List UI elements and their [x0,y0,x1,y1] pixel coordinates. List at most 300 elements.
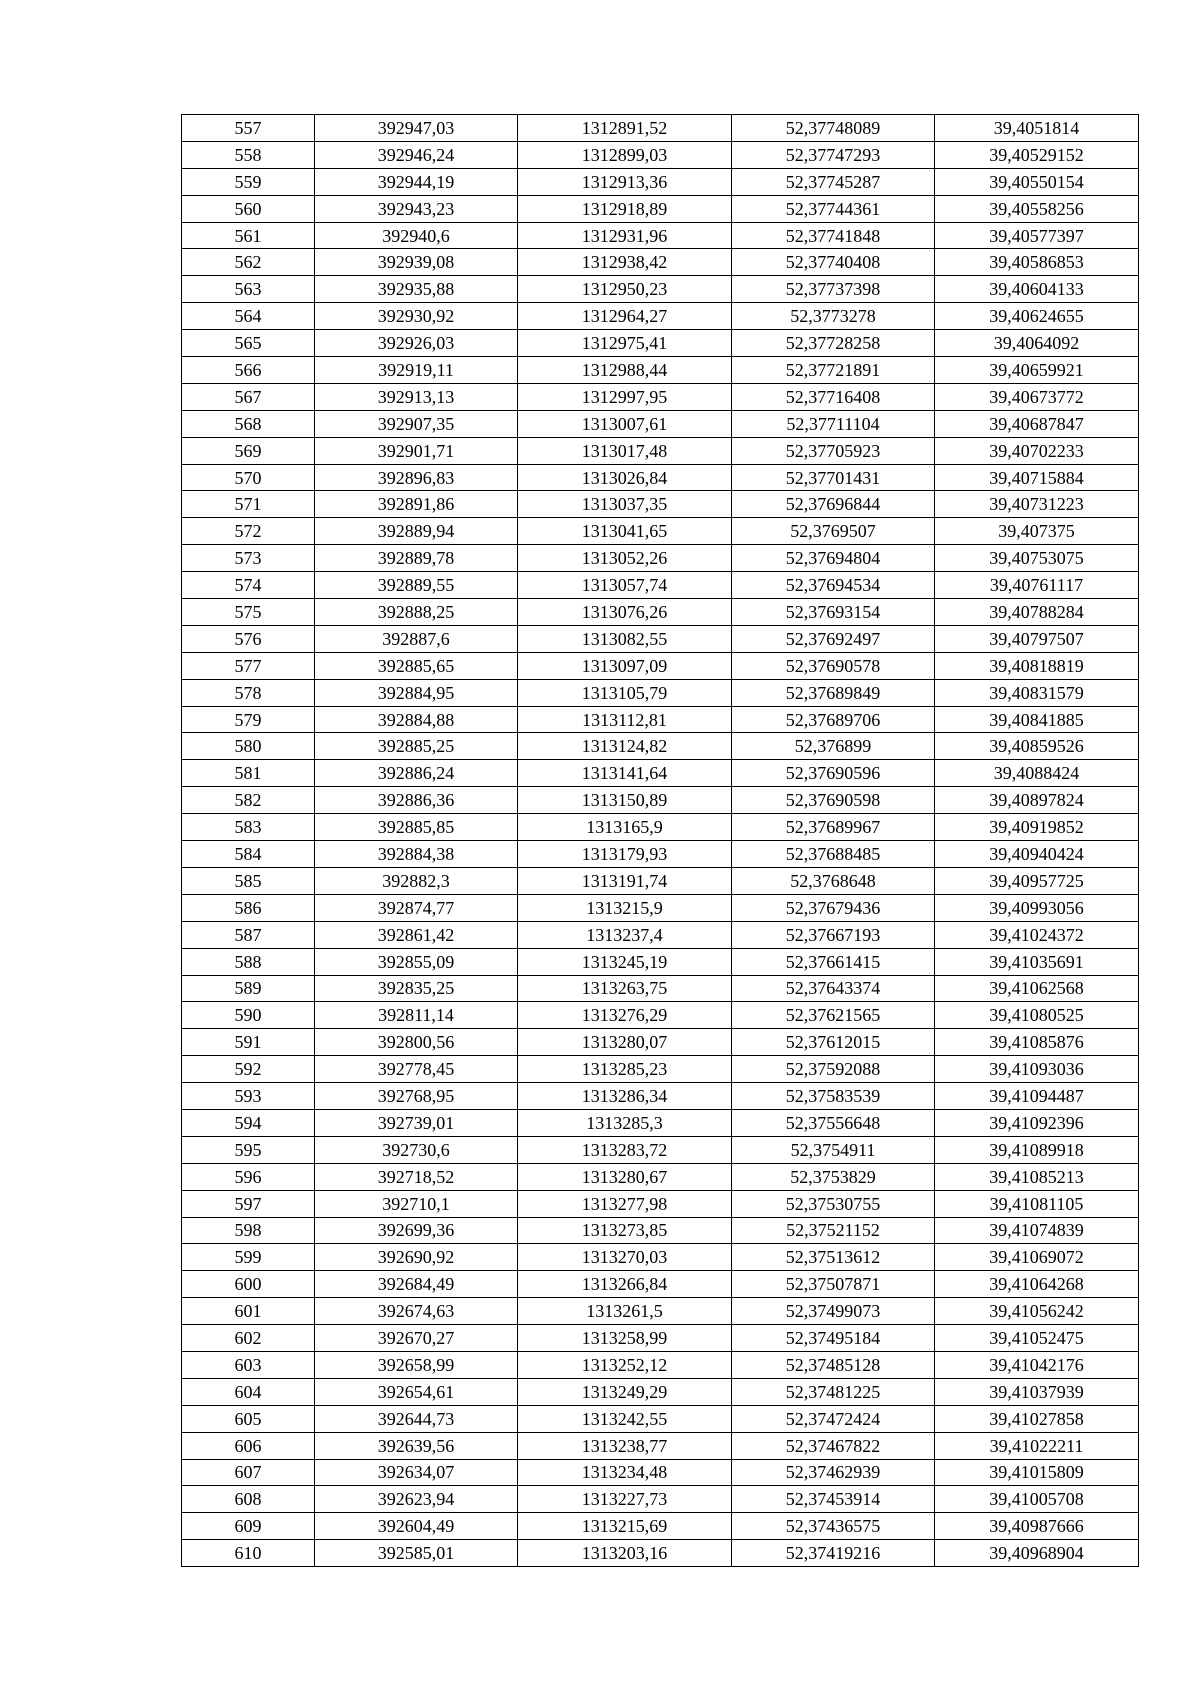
point-number-cell: 582 [182,787,315,814]
table-row [182,841,1139,868]
table-row [182,383,1139,410]
x-coordinate-cell: 392884,38 [315,841,518,868]
table-row [182,733,1139,760]
y-coordinate-cell: 1313150,89 [518,787,732,814]
latitude-cell: 52,37690596 [732,760,935,787]
coordinates-table [181,114,1139,1567]
latitude-cell: 52,3768648 [732,867,935,894]
table-row [182,1136,1139,1163]
longitude-cell: 39,41024372 [935,921,1139,948]
latitude-cell: 52,37737398 [732,276,935,303]
y-coordinate-cell: 1313280,67 [518,1163,732,1190]
y-coordinate-cell: 1313234,48 [518,1459,732,1486]
x-coordinate-cell: 392896,83 [315,464,518,491]
point-number-cell: 577 [182,652,315,679]
x-coordinate-cell: 392585,01 [315,1540,518,1567]
table-row [182,303,1139,330]
x-coordinate-cell: 392886,36 [315,787,518,814]
y-coordinate-cell: 1313105,79 [518,679,732,706]
table-row [182,1109,1139,1136]
y-coordinate-cell: 1313057,74 [518,572,732,599]
y-coordinate-cell: 1313245,19 [518,948,732,975]
table-row [182,357,1139,384]
latitude-cell: 52,37583539 [732,1083,935,1110]
longitude-cell: 39,40919852 [935,814,1139,841]
latitude-cell: 52,37728258 [732,330,935,357]
x-coordinate-cell: 392944,19 [315,168,518,195]
latitude-cell: 52,37612015 [732,1029,935,1056]
table-row [182,787,1139,814]
longitude-cell: 39,40550154 [935,168,1139,195]
x-coordinate-cell: 392913,13 [315,383,518,410]
y-coordinate-cell: 1313263,75 [518,975,732,1002]
longitude-cell: 39,40788284 [935,599,1139,626]
latitude-cell: 52,37472424 [732,1405,935,1432]
point-number-cell: 600 [182,1271,315,1298]
x-coordinate-cell: 392855,09 [315,948,518,975]
y-coordinate-cell: 1313258,99 [518,1325,732,1352]
latitude-cell: 52,37690598 [732,787,935,814]
point-number-cell: 590 [182,1002,315,1029]
table-row [182,599,1139,626]
longitude-cell: 39,40687847 [935,410,1139,437]
y-coordinate-cell: 1313141,64 [518,760,732,787]
latitude-cell: 52,37688485 [732,841,935,868]
point-number-cell: 595 [182,1136,315,1163]
latitude-cell: 52,3753829 [732,1163,935,1190]
latitude-cell: 52,37485128 [732,1351,935,1378]
point-number-cell: 567 [182,383,315,410]
longitude-cell: 39,40761117 [935,572,1139,599]
point-number-cell: 570 [182,464,315,491]
latitude-cell: 52,37419216 [732,1540,935,1567]
table-row [182,464,1139,491]
point-number-cell: 588 [182,948,315,975]
longitude-cell: 39,40797507 [935,625,1139,652]
x-coordinate-cell: 392891,86 [315,491,518,518]
y-coordinate-cell: 1313227,73 [518,1486,732,1513]
longitude-cell: 39,40957725 [935,867,1139,894]
x-coordinate-cell: 392710,1 [315,1190,518,1217]
latitude-cell: 52,37744361 [732,195,935,222]
y-coordinate-cell: 1312931,96 [518,222,732,249]
x-coordinate-cell: 392739,01 [315,1109,518,1136]
y-coordinate-cell: 1313215,9 [518,894,732,921]
x-coordinate-cell: 392888,25 [315,599,518,626]
point-number-cell: 561 [182,222,315,249]
x-coordinate-cell: 392800,56 [315,1029,518,1056]
y-coordinate-cell: 1313076,26 [518,599,732,626]
x-coordinate-cell: 392690,92 [315,1244,518,1271]
x-coordinate-cell: 392887,6 [315,625,518,652]
table-row [182,1325,1139,1352]
x-coordinate-cell: 392901,71 [315,437,518,464]
x-coordinate-cell: 392885,65 [315,652,518,679]
point-number-cell: 569 [182,437,315,464]
point-number-cell: 562 [182,249,315,276]
y-coordinate-cell: 1313097,09 [518,652,732,679]
longitude-cell: 39,41005708 [935,1486,1139,1513]
y-coordinate-cell: 1313017,48 [518,437,732,464]
point-number-cell: 581 [182,760,315,787]
longitude-cell: 39,41092396 [935,1109,1139,1136]
y-coordinate-cell: 1312988,44 [518,357,732,384]
longitude-cell: 39,40604133 [935,276,1139,303]
y-coordinate-cell: 1312918,89 [518,195,732,222]
longitude-cell: 39,40753075 [935,545,1139,572]
latitude-cell: 52,37467822 [732,1432,935,1459]
point-number-cell: 565 [182,330,315,357]
point-number-cell: 586 [182,894,315,921]
latitude-cell: 52,37621565 [732,1002,935,1029]
x-coordinate-cell: 392778,45 [315,1056,518,1083]
point-number-cell: 568 [182,410,315,437]
x-coordinate-cell: 392639,56 [315,1432,518,1459]
point-number-cell: 608 [182,1486,315,1513]
longitude-cell: 39,40859526 [935,733,1139,760]
latitude-cell: 52,37436575 [732,1513,935,1540]
latitude-cell: 52,3754911 [732,1136,935,1163]
x-coordinate-cell: 392768,95 [315,1083,518,1110]
y-coordinate-cell: 1313179,93 [518,841,732,868]
latitude-cell: 52,37748089 [732,115,935,142]
x-coordinate-cell: 392939,08 [315,249,518,276]
x-coordinate-cell: 392935,88 [315,276,518,303]
point-number-cell: 557 [182,115,315,142]
y-coordinate-cell: 1313286,34 [518,1083,732,1110]
longitude-cell: 39,41027858 [935,1405,1139,1432]
longitude-cell: 39,41069072 [935,1244,1139,1271]
point-number-cell: 585 [182,867,315,894]
latitude-cell: 52,37745287 [732,168,935,195]
x-coordinate-cell: 392885,85 [315,814,518,841]
longitude-cell: 39,40558256 [935,195,1139,222]
x-coordinate-cell: 392940,6 [315,222,518,249]
longitude-cell: 39,41056242 [935,1298,1139,1325]
x-coordinate-cell: 392882,3 [315,867,518,894]
longitude-cell: 39,40987666 [935,1513,1139,1540]
point-number-cell: 591 [182,1029,315,1056]
longitude-cell: 39,41085876 [935,1029,1139,1056]
longitude-cell: 39,41042176 [935,1351,1139,1378]
x-coordinate-cell: 392889,55 [315,572,518,599]
point-number-cell: 587 [182,921,315,948]
table-row [182,141,1139,168]
y-coordinate-cell: 1313191,74 [518,867,732,894]
table-row [182,518,1139,545]
longitude-cell: 39,41081105 [935,1190,1139,1217]
table-row [182,222,1139,249]
y-coordinate-cell: 1313283,72 [518,1136,732,1163]
latitude-cell: 52,37747293 [732,141,935,168]
table-row [182,1083,1139,1110]
latitude-cell: 52,37667193 [732,921,935,948]
point-number-cell: 604 [182,1378,315,1405]
point-number-cell: 560 [182,195,315,222]
x-coordinate-cell: 392907,35 [315,410,518,437]
point-number-cell: 606 [182,1432,315,1459]
point-number-cell: 598 [182,1217,315,1244]
longitude-cell: 39,41035691 [935,948,1139,975]
latitude-cell: 52,37481225 [732,1378,935,1405]
x-coordinate-cell: 392885,25 [315,733,518,760]
y-coordinate-cell: 1313261,5 [518,1298,732,1325]
x-coordinate-cell: 392654,61 [315,1378,518,1405]
point-number-cell: 589 [182,975,315,1002]
x-coordinate-cell: 392884,95 [315,679,518,706]
x-coordinate-cell: 392884,88 [315,706,518,733]
table-row [182,195,1139,222]
longitude-cell: 39,41074839 [935,1217,1139,1244]
point-number-cell: 594 [182,1109,315,1136]
table-row [182,572,1139,599]
y-coordinate-cell: 1313285,23 [518,1056,732,1083]
x-coordinate-cell: 392644,73 [315,1405,518,1432]
y-coordinate-cell: 1313252,12 [518,1351,732,1378]
y-coordinate-cell: 1313237,4 [518,921,732,948]
table-row [182,760,1139,787]
x-coordinate-cell: 392623,94 [315,1486,518,1513]
coordinates-table-body [182,115,1139,1567]
x-coordinate-cell: 392930,92 [315,303,518,330]
table-row [182,545,1139,572]
longitude-cell: 39,40659921 [935,357,1139,384]
latitude-cell: 52,37689706 [732,706,935,733]
y-coordinate-cell: 1312950,23 [518,276,732,303]
latitude-cell: 52,3769507 [732,518,935,545]
point-number-cell: 571 [182,491,315,518]
table-row [182,1298,1139,1325]
point-number-cell: 580 [182,733,315,760]
table-row [182,1405,1139,1432]
table-row [182,276,1139,303]
x-coordinate-cell: 392835,25 [315,975,518,1002]
x-coordinate-cell: 392886,24 [315,760,518,787]
table-row [182,1163,1139,1190]
y-coordinate-cell: 1313266,84 [518,1271,732,1298]
table-row [182,168,1139,195]
table-row [182,894,1139,921]
y-coordinate-cell: 1312913,36 [518,168,732,195]
point-number-cell: 597 [182,1190,315,1217]
y-coordinate-cell: 1313277,98 [518,1190,732,1217]
point-number-cell: 607 [182,1459,315,1486]
x-coordinate-cell: 392670,27 [315,1325,518,1352]
y-coordinate-cell: 1313037,35 [518,491,732,518]
longitude-cell: 39,40624655 [935,303,1139,330]
y-coordinate-cell: 1313249,29 [518,1378,732,1405]
table-row [182,1271,1139,1298]
table-row [182,1378,1139,1405]
latitude-cell: 52,37740408 [732,249,935,276]
latitude-cell: 52,37592088 [732,1056,935,1083]
latitude-cell: 52,37692497 [732,625,935,652]
longitude-cell: 39,41080525 [935,1002,1139,1029]
point-number-cell: 558 [182,141,315,168]
table-row [182,115,1139,142]
longitude-cell: 39,40529152 [935,141,1139,168]
longitude-cell: 39,40968904 [935,1540,1139,1567]
table-row [182,814,1139,841]
point-number-cell: 593 [182,1083,315,1110]
latitude-cell: 52,37701431 [732,464,935,491]
point-number-cell: 572 [182,518,315,545]
y-coordinate-cell: 1313238,77 [518,1432,732,1459]
point-number-cell: 605 [182,1405,315,1432]
x-coordinate-cell: 392946,24 [315,141,518,168]
latitude-cell: 52,37690578 [732,652,935,679]
point-number-cell: 559 [182,168,315,195]
table-row [182,948,1139,975]
table-row [182,706,1139,733]
x-coordinate-cell: 392684,49 [315,1271,518,1298]
longitude-cell: 39,40673772 [935,383,1139,410]
x-coordinate-cell: 392699,36 [315,1217,518,1244]
longitude-cell: 39,40715884 [935,464,1139,491]
table-row [182,1056,1139,1083]
point-number-cell: 610 [182,1540,315,1567]
table-row [182,1029,1139,1056]
x-coordinate-cell: 392730,6 [315,1136,518,1163]
table-row [182,437,1139,464]
latitude-cell: 52,37694534 [732,572,935,599]
latitude-cell: 52,37696844 [732,491,935,518]
table-row [182,1486,1139,1513]
y-coordinate-cell: 1312891,52 [518,115,732,142]
table-row [182,410,1139,437]
table-row [182,1432,1139,1459]
x-coordinate-cell: 392874,77 [315,894,518,921]
longitude-cell: 39,40831579 [935,679,1139,706]
longitude-cell: 39,41094487 [935,1083,1139,1110]
x-coordinate-cell: 392926,03 [315,330,518,357]
point-number-cell: 584 [182,841,315,868]
latitude-cell: 52,37462939 [732,1459,935,1486]
longitude-cell: 39,40993056 [935,894,1139,921]
latitude-cell: 52,37530755 [732,1190,935,1217]
y-coordinate-cell: 1313242,55 [518,1405,732,1432]
latitude-cell: 52,37693154 [732,599,935,626]
point-number-cell: 603 [182,1351,315,1378]
x-coordinate-cell: 392658,99 [315,1351,518,1378]
y-coordinate-cell: 1313285,3 [518,1109,732,1136]
point-number-cell: 583 [182,814,315,841]
longitude-cell: 39,41093036 [935,1056,1139,1083]
point-number-cell: 599 [182,1244,315,1271]
point-number-cell: 563 [182,276,315,303]
latitude-cell: 52,37689967 [732,814,935,841]
latitude-cell: 52,37507871 [732,1271,935,1298]
x-coordinate-cell: 392889,78 [315,545,518,572]
y-coordinate-cell: 1313203,16 [518,1540,732,1567]
point-number-cell: 573 [182,545,315,572]
x-coordinate-cell: 392718,52 [315,1163,518,1190]
latitude-cell: 52,37499073 [732,1298,935,1325]
point-number-cell: 592 [182,1056,315,1083]
point-number-cell: 609 [182,1513,315,1540]
longitude-cell: 39,4051814 [935,115,1139,142]
table-row [182,652,1139,679]
longitude-cell: 39,40940424 [935,841,1139,868]
table-row [182,249,1139,276]
table-row [182,1459,1139,1486]
longitude-cell: 39,41062568 [935,975,1139,1002]
longitude-cell: 39,40841885 [935,706,1139,733]
x-coordinate-cell: 392919,11 [315,357,518,384]
x-coordinate-cell: 392947,03 [315,115,518,142]
table-row [182,1190,1139,1217]
y-coordinate-cell: 1313026,84 [518,464,732,491]
longitude-cell: 39,41085213 [935,1163,1139,1190]
point-number-cell: 574 [182,572,315,599]
y-coordinate-cell: 1313280,07 [518,1029,732,1056]
longitude-cell: 39,41015809 [935,1459,1139,1486]
longitude-cell: 39,41022211 [935,1432,1139,1459]
table-row [182,625,1139,652]
x-coordinate-cell: 392861,42 [315,921,518,948]
y-coordinate-cell: 1313112,81 [518,706,732,733]
latitude-cell: 52,37453914 [732,1486,935,1513]
y-coordinate-cell: 1313082,55 [518,625,732,652]
table-row [182,975,1139,1002]
latitude-cell: 52,37495184 [732,1325,935,1352]
longitude-cell: 39,40897824 [935,787,1139,814]
y-coordinate-cell: 1312975,41 [518,330,732,357]
latitude-cell: 52,37705923 [732,437,935,464]
point-number-cell: 564 [182,303,315,330]
x-coordinate-cell: 392811,14 [315,1002,518,1029]
point-number-cell: 602 [182,1325,315,1352]
longitude-cell: 39,41052475 [935,1325,1139,1352]
point-number-cell: 566 [182,357,315,384]
x-coordinate-cell: 392889,94 [315,518,518,545]
y-coordinate-cell: 1313041,65 [518,518,732,545]
longitude-cell: 39,4088424 [935,760,1139,787]
y-coordinate-cell: 1312899,03 [518,141,732,168]
longitude-cell: 39,41037939 [935,1378,1139,1405]
point-number-cell: 578 [182,679,315,706]
latitude-cell: 52,37661415 [732,948,935,975]
table-row [182,921,1139,948]
y-coordinate-cell: 1313270,03 [518,1244,732,1271]
y-coordinate-cell: 1313165,9 [518,814,732,841]
table-row [182,867,1139,894]
longitude-cell: 39,40586853 [935,249,1139,276]
y-coordinate-cell: 1313273,85 [518,1217,732,1244]
latitude-cell: 52,37689849 [732,679,935,706]
table-row [182,1351,1139,1378]
longitude-cell: 39,41089918 [935,1136,1139,1163]
y-coordinate-cell: 1313007,61 [518,410,732,437]
y-coordinate-cell: 1312964,27 [518,303,732,330]
latitude-cell: 52,37521152 [732,1217,935,1244]
table-row [182,491,1139,518]
table-row [182,1217,1139,1244]
latitude-cell: 52,37716408 [732,383,935,410]
longitude-cell: 39,41064268 [935,1271,1139,1298]
point-number-cell: 596 [182,1163,315,1190]
table-row [182,1244,1139,1271]
y-coordinate-cell: 1313215,69 [518,1513,732,1540]
latitude-cell: 52,37694804 [732,545,935,572]
latitude-cell: 52,3773278 [732,303,935,330]
y-coordinate-cell: 1313124,82 [518,733,732,760]
latitude-cell: 52,37513612 [732,1244,935,1271]
table-row [182,330,1139,357]
x-coordinate-cell: 392634,07 [315,1459,518,1486]
point-number-cell: 576 [182,625,315,652]
latitude-cell: 52,37741848 [732,222,935,249]
